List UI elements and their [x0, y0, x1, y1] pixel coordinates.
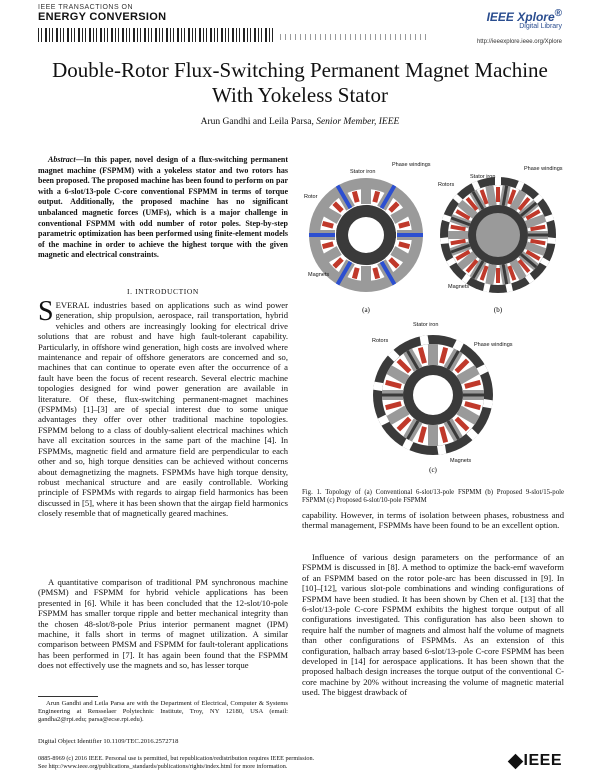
ann-b-stator: Stator iron [470, 174, 496, 180]
authors [40, 117, 560, 127]
barcode-strip [38, 28, 273, 42]
ann-c-phase: Phase windings [474, 342, 513, 348]
ann-a-rotor: Rotor [304, 194, 318, 200]
abstract [38, 155, 288, 261]
xplore-brand: IEEE Xplore [486, 10, 555, 24]
outer-rotor-slot [495, 177, 501, 185]
rotor-tooth [384, 232, 396, 238]
copyright-line-1: 0885-8969 (c) 2016 IEEE. Personal use is permitted, but republication/redistribution requires IEEE permission. [38, 755, 315, 762]
ann-a-phase: Phase windings [392, 162, 431, 168]
ann-c-stator: Stator iron [413, 322, 439, 328]
ieee-logo [510, 752, 562, 770]
ann-c-magnets: Magnets [450, 458, 472, 464]
magnet [397, 233, 423, 237]
footnote-rule [38, 696, 98, 697]
section-heading: I. INTRODUCTION [127, 287, 199, 296]
abstract-lead: Abstract [48, 155, 76, 164]
figure-caption: Fig. 1. Topology of (a) Conventional 6-slot/13-pole FSPMM (b) Proposed 9-slot/15-pole FSPMM (c) Proposed 6-slot/10-pole FSPMM [302, 489, 564, 505]
xplore-sub: Digital Library [519, 23, 562, 30]
stator-tooth [361, 266, 371, 282]
intro-paragraph [38, 296, 288, 519]
stator-tooth [361, 188, 371, 204]
figure-1 [302, 150, 564, 480]
journal-name: ENERGY CONVERSION [38, 11, 167, 23]
xplore-logo[interactable] [487, 8, 562, 30]
copyright-line-2: See http://www.ieee.org/publications_standards/publications/rights/index.html for more information. [38, 763, 288, 770]
fig-label-b: (b) [493, 306, 503, 314]
magnet [463, 394, 484, 397]
author-membership: Senior Member, IEEE [316, 117, 400, 127]
ann-a-magnets: Magnets [308, 272, 330, 278]
dropcap: S [38, 296, 54, 327]
doi: Digital Object Identifier 10.1109/TEC.2016.2572718 [38, 738, 179, 745]
outer-rotor-slot [440, 237, 449, 244]
author-names: Arun Gandhi and Leila Parsa, [200, 117, 314, 127]
stator-tooth [448, 231, 468, 239]
ann-b-magnets: Magnets [448, 284, 470, 290]
figure-1-svg [302, 150, 564, 480]
magnet [528, 234, 548, 237]
xplore-mark: ® [554, 8, 562, 19]
ann-c-rotors: Rotors [372, 338, 389, 344]
outer-rotor-slot [420, 335, 429, 345]
outer-rotor-slot [547, 237, 556, 244]
winding [496, 187, 500, 202]
ann-a-stator: Stator iron [350, 169, 376, 175]
ieee-logo-text: IEEE [523, 752, 562, 769]
fig-label-a: (a) [362, 306, 370, 314]
ann-b-rotors: Rotors [438, 182, 455, 188]
abstract-text: —In this paper, novel design of a flux-switching permanent magnet machine (FSPMM) with a yokeless stator and two rotors has been proposed. The proposed machine has been found to perform on par with a 6-slot/13-pole C-core conventional FSPMM in terms of torque output. Additionally, the proposed machine has no significant unbalanced magnetic forces (UMFs), which is a major challenge in conventional FSPMM with odd number of rotor poles. Step-by-step parametric optimization has been performed using finite-element models of the machine in order to achieve the highest torque with the given magnetic and electrical constraints. [38, 155, 288, 260]
magnet [382, 394, 403, 397]
right-paragraph-1: capability. However, in terms of isolation between phases, robustness and thermal management, FSPMMs have been found to be an excellent option. [302, 510, 564, 531]
stator-tooth [428, 344, 438, 365]
xplore-url-link[interactable]: http://ieeexplore.ieee.org/Xplore [476, 39, 562, 45]
paragraph-2: A quantitative comparison of traditional PM synchronous machine (PMSM) and FSPMM for hybrid vehicle applications has been presented in [6]. While it has been concluded that the 12-slot/10-pole FSPMM has smaller torque ripple and better mechanical integrity than the chosen 48-slot/8-pole Prius interior permanent magnet (IPM) machine, it falls short in terms of magnet utilization. A similar comparison between PMSM and FSPMM for fault-tolerant applications has been performed in [7]. It has again been found that the FSPMM does not effectively use the magnets and so, has lesser torque [38, 577, 288, 671]
journal-header [38, 4, 166, 23]
magnet [309, 233, 335, 237]
copyright-footer [38, 755, 314, 771]
outer-rotor-slot [483, 399, 493, 408]
machine-b [440, 177, 556, 293]
footnote: Arun Gandhi and Leila Parsa are with the Department of Electrical, Computer & Systems Engineering at Rensselaer Polytechnic Institute, Troy, NY 12180, USA (email: gandha2@rpi.edu; parsa@ecse.rpi.edu). [38, 700, 288, 724]
ieee-diamond-icon [507, 753, 523, 769]
fig-label-c: (c) [429, 466, 437, 474]
ann-b-phase: Phase windings [524, 166, 563, 172]
outer-rotor-slot [373, 382, 383, 391]
right-paragraph-2: Influence of various design parameters on the performance of an FSPMM is discussed in [8]. A method to optimize the back-emf waveform of an FSPMM based on the rotor pole-arc has been discussed in [9]. In [10]–[12], various slot-pole combinations and winding configurations of FSPMM have been studied. It has been shown by Chen et al. [13] that the 6-slot/13-pole C-core FSPMM exhibits the highest torque output of all configurations investigated. This configuration has also been shown to require half the number of magnets and almost half the volume of magnets than other configurations of FSPMMs. As an extension of this configuration, halbach array based 6-slot/13-pole C-core FSPMM has been developed in [14] for aerospace applications. It has been shown that the proposed halbach design increases the torque output of the conventional C-core machine by 20% without increasing the volume of magnetic material used. The biggest drawback of [302, 552, 564, 698]
machine-c [373, 335, 493, 455]
dot-strip [280, 34, 430, 40]
winding [496, 268, 500, 283]
journal-top: IEEE TRANSACTIONS ON [38, 4, 134, 11]
outer-rotor-slot [437, 445, 446, 455]
stator-tooth [428, 425, 438, 446]
intro-text: EVERAL industries based on applications such as wind power generation, ship propulsion, aerospace, rail transportation, hybrid vehicles and others are increasingly looking for electrical drive solutions that are robust and have high fault-tolerant capability. Particularly, in offshore wind generation, high costs are involved where maintenance and repair of offshore generators are concerned and so, machines that can continue to operate even after the occurrence of a fault have been the focus of recent research. Several electric machine topologies designed for wind power generation are available in literature. Of these, flux-switching permanent-magnet machines (FSPMMs) [1]–[3] are of special interest due to some unique advantages they offer over other traditional machine topologies. FSPMM belong to a class of doubly-salient electrical machines which have all excitation sources in the same part of the machine [4]. In FSPMMs, magnetic field and armature field are perpendicular to each other and so, high torque densities can be achieved without concerns about demagnetizing the magnets. FSPMMs have high torque density, robust mechanical structure and are easily controllable. Working principle of FSPMMs with regards to airgap field harmonics has been discussed in [5], where it has been shown that the airgap field harmonics closely resemble that of magnetically geared machines. [38, 300, 288, 519]
paper-title: Double-Rotor Flux-Switching Permanent Magnet Machine With Yokeless Stator [52, 58, 548, 107]
